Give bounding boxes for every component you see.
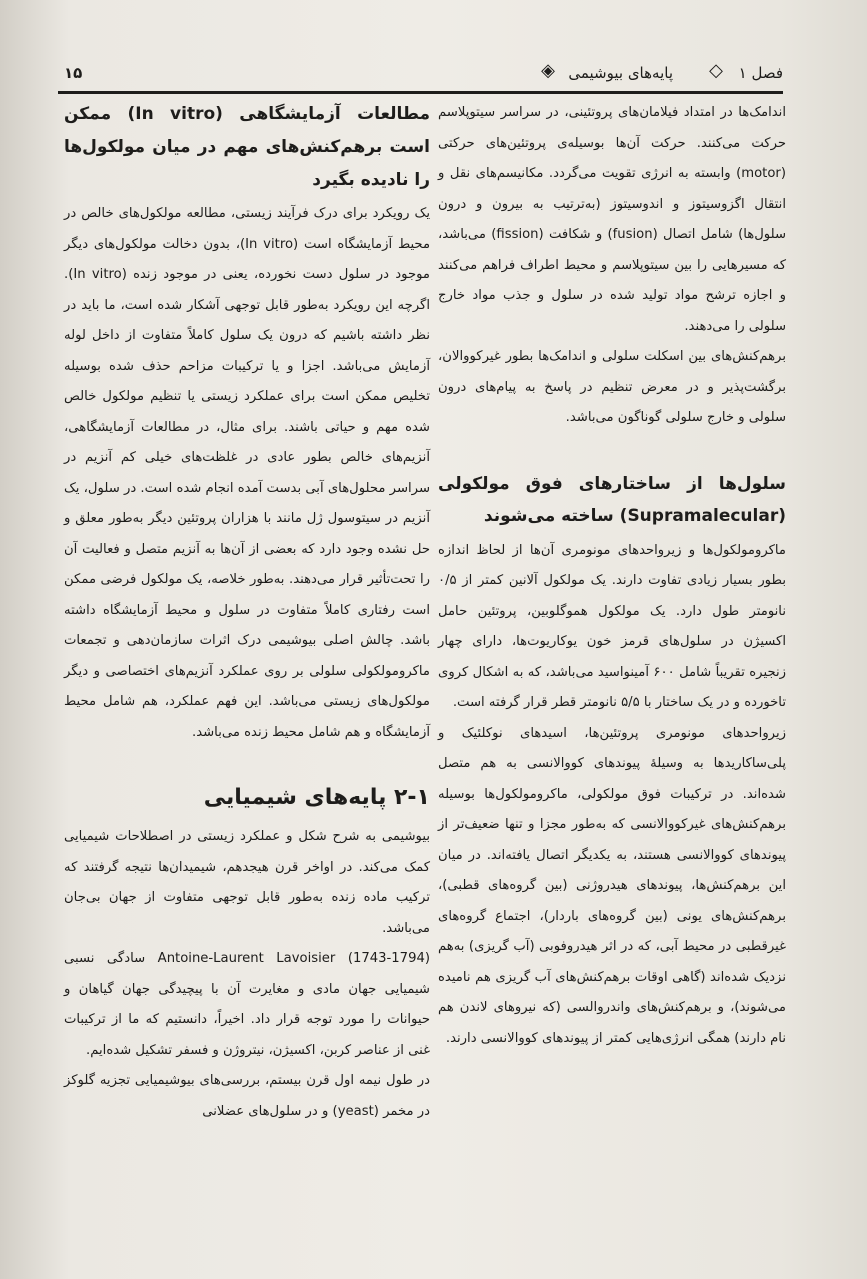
paragraph-lavoisier: Antoine-Laurent Lavoisier (1743-1794) سادگی نسبی شیمیایی جهان مادی و مغایرت آن با پیچیدگی جهان گیاهان و حیوانات را مورد توجه قرار داد. اخیراً، دانستیم که ما از ترکیبات غنی از عناصر کربن، اکسیژن، نیتروژن و فسفر تشکیل شده‌ایم. bbox=[64, 951, 430, 1058]
running-header bbox=[58, 58, 783, 94]
paragraph-twentieth-century: در طول نیمه اول قرن بیستم، بررسی‌های بیوشیمیایی تجزیه گلوکز در مخمر (yeast) و در سلول‌های عضلانی bbox=[64, 1073, 430, 1119]
left-column bbox=[64, 98, 430, 1127]
right-column bbox=[438, 98, 786, 1054]
paragraph-biochemistry-chemistry: بیوشیمی به شرح شکل و عملکرد زیستی در اصطلاحات شیمیایی کمک می‌کند. در اواخر قرن هیجدهم، شیمیدان‌ها نتیجه گرفتند که ترکیب ماده زنده به‌طور قابل توجهی متفاوت از جهان بی‌جان می‌باشد. bbox=[64, 829, 430, 936]
page-number: ۱۵ bbox=[64, 64, 83, 82]
paragraph-in-vitro-studies: یک رویکرد برای درک فرآیند زیستی، مطالعه مولکول‌های خالص در محیط آزمایشگاه است (In vitro)، بدون دخالت مولکول‌های دیگر موجود در سلول دست نخورده، یعنی در موجود زنده (In vitro). اگرچه این رویکرد به‌طور قابل توجهی آشکار شده است، ما باید در نظر داشته باشیم که درون یک سلول کاملاً متفاوت از داخل لوله آزمایش می‌باشد. اجزا و یا ترکیبات مزاحم حذف شده بوسیله تخلیص ممکن است برای عملکرد زیستی یا تنظیم مولکول خالص شده مهم و حیاتی باشند. برای مثال، در مطالعات آزمایشگاهی، آنزیم‌های خالص بطور عادی در غلظت‌های خیلی کم آنزیم در سراسر محلول‌های آبی بدست آمده انجام شده است. در سلول، یک آنزیم در سیتوسول ژل مانند با هزاران پروتئین دیگر به‌طور معلق و حل نشده وجود دارد که بعضی از آن‌ها به آنزیم متصل و فعالیت آن را تحت‌تأثیر قرار می‌دهند. به‌طور خلاصه، یک مولکول فرضی ممکن است رفتاری کاملاً متفاوت در سلول و محیط آزمایشگاه داشته باشد. چالش اصلی بیوشیمی درک اثرات سازمان‌دهی و تجمعات ماکرومولکولی سلولی بر روی عملکرد آنزیم‌های اختصاصی و دیگر مولکول‌های زیستی می‌باشد. این فهم عملکرد، هم شامل محیط آزمایشگاه و هم شامل محیط زنده می‌باشد. bbox=[64, 206, 431, 740]
paragraph-noncovalent-interactions: زیرواحدهای مونومری پروتئین‌ها، اسیدهای نوکلئیک و پلی‌ساکاریدها به وسیلهٔ پیوندهای کووالانسی به هم متصل شده‌اند. در ترکیبات فوق مولکولی، ماکرومولکول‌ها بوسیله برهم‌کنش‌های غیرکووالانسی که به‌طور مجزا و تنها ضعیف‌تر از پیوندهای کووالانسی هستند، به یکدیگر اتصال یافته‌اند. در میان این برهم‌کنش‌ها، پیوندهای هیدروژنی (بین گروه‌های قطبی)، برهم‌کنش‌های یونی (بین گروه‌های باردار)، اجتماع گروه‌های غیرقطبی در محیط آبی، که در اثر هیدروفوبی (آب گریزی) به‌هم نزدیک شده‌اند (گاهی اوقات برهم‌کنش‌های آب گریزی هم نامیده می‌شوند)، و برهم‌کنش‌های واندروالسی (که نیروهای لاندن هم نام دارند) همگی انرژی‌هایی کمتر از پیوندهای کووالانسی دارند. bbox=[438, 725, 786, 1046]
paragraph-organelle-movement: اندامک‌ها در امتداد فیلامان‌های پروتئینی، در سراسر سیتوپلاسم حرکت می‌کنند. حرکت آن‌ها بوسیله‌ی پروتئین‌های حرکتی (motor) وابسته به انرژی تقویت می‌گردد. مکانیسم‌های نقل و انتقال اگزوسیتوز و اندوسیتوز (به‌ترتیب به بیرون و درون سلول‌ها) شامل اتصال (fusion) و شکافت (fission) می‌باشد، که مسیرهایی را بین سیتوپلاسم و محیط اطراف فراهم می‌کنند و اجازه ترشح مواد تولید شده در سلول و جذب مواد خارج سلولی را می‌دهند. bbox=[438, 105, 787, 334]
diamond-ornament-icon: ◇ bbox=[709, 60, 723, 81]
book-title: پایه‌های بیوشیمی bbox=[568, 64, 673, 82]
heading-supramolecular: سلول‌ها از ساختارهای فوق مولکولی (Supramalecular) ساخته می‌شوند bbox=[438, 473, 786, 526]
chapter-label: فصل ۱ bbox=[738, 64, 783, 82]
paragraph-macromolecule-sizes: ماکرومولکول‌ها و زیرواحدهای مونومری آن‌ها از لحاظ اندازه بطور بسیار زیادی تفاوت دارند. یک مولکول آلانین کمتر از ۰/۵ نانومتر طول دارد. یک مولکول هموگلوبین، پروتئین حامل اکسیژن در سلول‌های قرمز خون یوکاریوت‌ها، دارای چهار زنجیره تقریباً شامل ۶۰۰ آمینواسید می‌باشد، که به اشکال کروی تاخورده و در یک ساختار با ۵/۵ نانومتر قطر قرار گرفته است. bbox=[438, 542, 786, 710]
filled-diamond-ornament-icon: ◈ bbox=[541, 60, 555, 81]
paragraph-cytoskeleton-interactions: برهم‌کنش‌های بین اسکلت سلولی و اندامک‌ها بطور غیرکووالان، برگشت‌پذیر و در معرض تنظیم در پاسخ به پیام‌های درون سلولی و خارج سلولی گوناگون می‌باشد. bbox=[438, 349, 786, 425]
header-rule bbox=[58, 91, 783, 94]
heading-in-vitro: مطالعات آزمایشگاهی (In vitro) ممکن است برهم‌کنش‌های مهم در میان مولکول‌ها را نادیده بگیرد bbox=[64, 104, 431, 190]
section-title-chemical-foundations: ۲-۱ پایه‌های شیمیایی bbox=[203, 785, 430, 810]
